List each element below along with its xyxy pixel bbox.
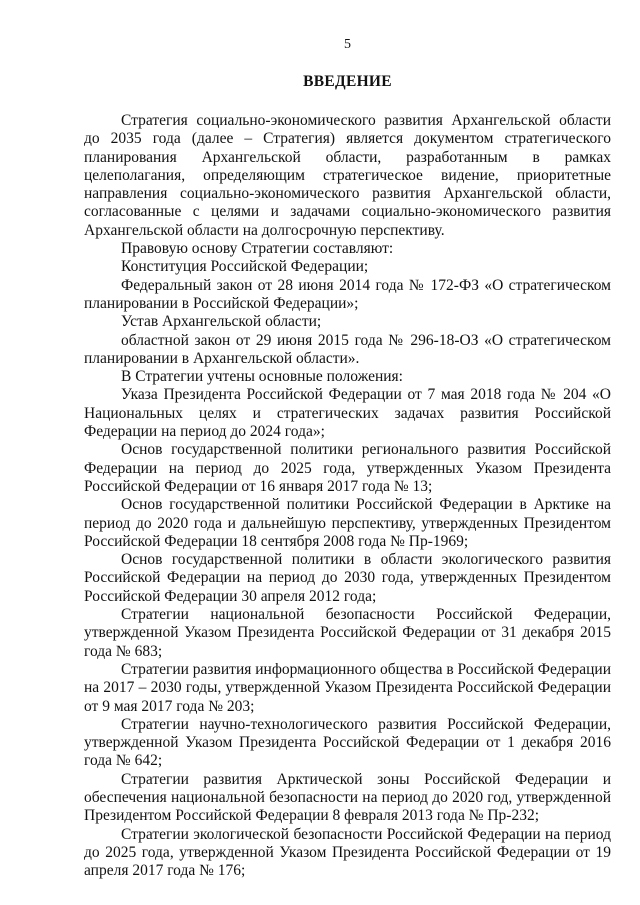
paragraph: В Стратегии учтены основные положения: xyxy=(121,368,403,386)
paragraph: Стратегии национальной безопасности Российской Федерации, утвержденной Указом Президента Российской Федерации от 31 декабря 2015 года № 683; xyxy=(84,606,611,660)
section-title: ВВЕДЕНИЕ xyxy=(303,73,392,90)
paragraph: Стратегии научно-технологического развития Российской Федерации, утвержденной Указом Президента Российской Федерации от 1 декабря 2016 года № 642; xyxy=(84,715,611,770)
page-number: 5 xyxy=(344,37,351,52)
paragraph: Основ государственной политики Российской Федерации в Арктике на период до 2020 года и дальнейшую перспективу, утвержденных Президентом Российской Федерации 18 сентября 2008 года № Пр-1969; xyxy=(84,496,611,550)
paragraph: Стратегии развития информационного общества в Российской Федерации на 2017 – 2030 годы, утвержденной Указом Президента Российской Федерации от 9 мая 2017 года № 203; xyxy=(84,660,612,715)
paragraph: Стратегия социально-экономического развития Архангельской области до 2035 года (далее – Стратегия) является документом стратегического планирования Архангельской области, разработанным в рамках целеполагания, определяющим стратегическое видение, приоритетные направления социально-экономического развития Архангельской области, согласованные с целями и задачами социально-экономического развития Архангельской области на долгосрочную перспективу. xyxy=(84,112,611,239)
paragraph: Указа Президента Российской Федерации от 7 мая 2018 года № 204 «О Национальных целях и стратегических задачах развития Российской Федерации на период до 2024 года»; xyxy=(84,386,611,441)
document-body xyxy=(84,112,611,880)
paragraph: Устав Архангельской области; xyxy=(121,313,322,331)
paragraph: Правовую основу Стратегии составляют: xyxy=(121,240,394,258)
paragraph: Конституция Российской Федерации; xyxy=(121,258,369,276)
paragraph: Стратегии развития Арктической зоны Российской Федерации и обеспечения национальной безопасности на период до 2020 год, утвержденной Президентом Российской Федерации 8 февраля 2013 года № Пр-232; xyxy=(84,770,611,825)
paragraph: Основ государственной политики в области экологического развития Российской Федерации на период до 2030 года, утвержденных Президентом Российской Федерации 30 апреля 2012 года; xyxy=(84,551,611,605)
paragraph: областной закон от 29 июня 2015 года № 296-18-ОЗ «О стратегическом планировании в Архангельской области». xyxy=(84,331,611,367)
paragraph: Стратегии экологической безопасности Российской Федерации на период до 2025 года, утвержденной Указом Президента Российской Федерации от 19 апреля 2017 года № 176; xyxy=(84,825,611,880)
paragraph: Основ государственной политики регионального развития Российской Федерации на период до 2025 года, утвержденных Указом Президента Российской Федерации от 16 января 2017 года № 13; xyxy=(84,441,611,495)
paragraph: Федеральный закон от 28 июня 2014 года № 172-ФЗ «О стратегическом планировании в Российской Федерации»; xyxy=(84,276,611,312)
